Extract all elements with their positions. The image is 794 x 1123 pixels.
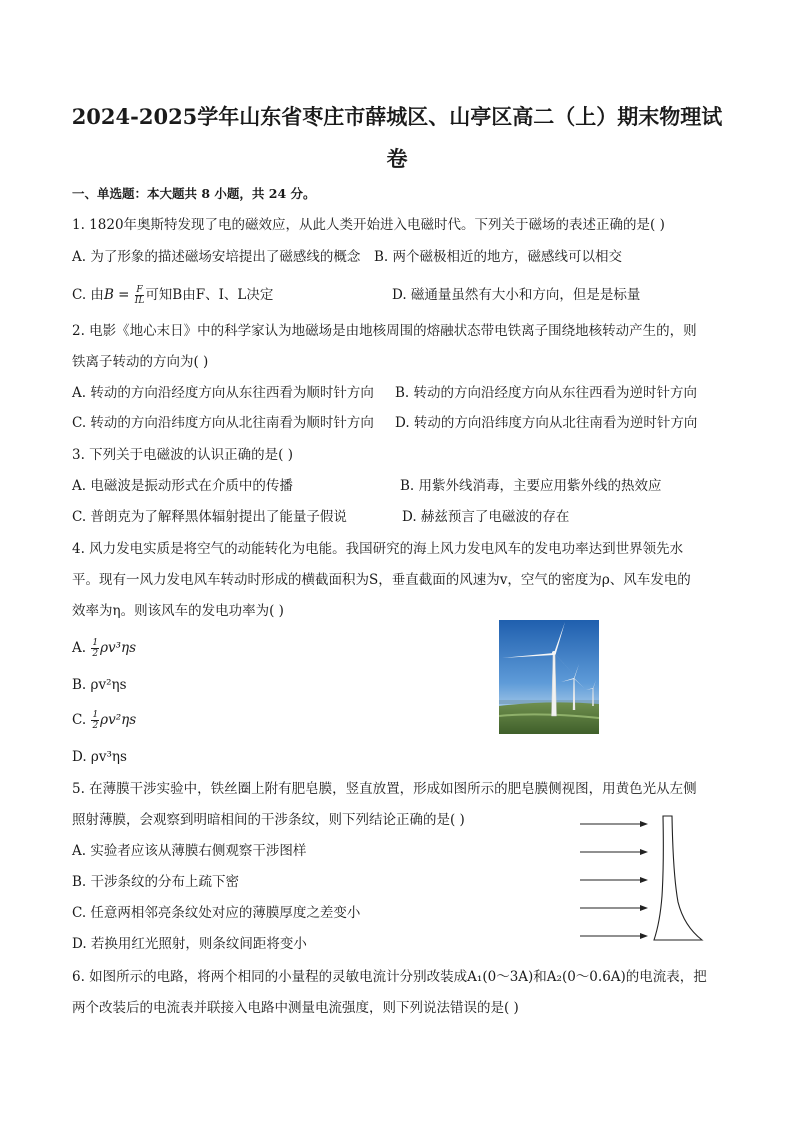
q3-option-b: B. 用紫外线消毒，主要应用紫外线的热效应 [400, 478, 662, 494]
section-heading: 一、单选题：本大题共 8 小题，共 24 分。 [72, 186, 316, 201]
q4-option-b: B. ρv²ηs [72, 677, 127, 693]
q1-option-d: D. 磁通量虽然有大小和方向，但是是标量 [392, 287, 641, 303]
q5-option-c: C. 任意两相邻亮条纹处对应的薄膜厚度之差变小 [72, 905, 361, 921]
q1-option-a: A. 为了形象的描述磁场安培提出了磁感线的概念 [72, 249, 361, 265]
q3-stem: 3. 下列关于电磁波的认识正确的是( ) [72, 447, 293, 463]
q4-option-d: D. ρv³ηs [72, 749, 127, 765]
q1-option-c: C. 由B = $\frac{F}{IL}$ 可知B由F、I、L决定 [72, 285, 274, 306]
exam-title-line2: 卷 [386, 146, 408, 171]
q2-option-b: B. 转动的方向沿经度方向从东往西看为逆时针方向 [395, 385, 698, 401]
q5-option-a: A. 实验者应该从薄膜右侧观察干涉图样 [72, 843, 307, 859]
q5-stem-line2: 照射薄膜，会观察到明暗相间的干涉条纹，则下列结论正确的是( ) [72, 812, 465, 828]
q1-stem: 1. 1820年奥斯特发现了电的磁效应，从此人类开始进入电磁时代。下列关于磁场的表述正确的是( ) [72, 217, 665, 233]
q3-option-c: C. 普朗克为了解释黑体辐射提出了能量子假说 [72, 509, 347, 525]
q5-stem-line1: 5. 在薄膜干涉实验中，铁丝圈上附有肥皂膜，竖直放置，形成如图所示的肥皂膜侧视图，用黄色光从左侧 [72, 781, 697, 797]
q3-option-a: A. 电磁波是振动形式在介质中的传播 [72, 478, 293, 494]
exam-title-line1: 2024-2025学年山东省枣庄市薛城区、山亭区高二（上）期末物理试 [71, 104, 723, 129]
q5-option-d: D. 若换用红光照射，则条纹间距将变小 [72, 936, 307, 952]
q5-option-b: B. 干涉条纹的分布上疏下密 [72, 874, 240, 890]
q4-option-a: A. $\frac{1}{2}$ ρv³ηs [72, 638, 137, 659]
q2-stem-line1: 2. 电影《地心末日》中的科学家认为地磁场是由地核周围的熔融状态带电铁离子围绕地核转动产生的，则 [72, 323, 697, 339]
soap-film-diagram [578, 814, 718, 946]
q3-option-d: D. 赫兹预言了电磁波的存在 [402, 509, 570, 525]
q4-stem-line3: 效率为η。则该风车的发电功率为( ) [72, 603, 284, 619]
wind-turbine-photo [499, 620, 599, 734]
q2-option-c: C. 转动的方向沿纬度方向从北往南看为顺时针方向 [72, 415, 374, 431]
q2-option-d: D. 转动的方向沿纬度方向从北往南看为逆时针方向 [395, 415, 698, 431]
q6-stem-line2: 两个改装后的电流表并联接入电路中测量电流强度，则下列说法错误的是( ) [72, 1000, 519, 1016]
q1-option-b: B. 两个磁极相近的地方，磁感线可以相交 [374, 249, 623, 265]
q4-option-c: C. $\frac{1}{2}$ ρv²ηs [72, 710, 137, 731]
q6-stem-line1: 6. 如图所示的电路，将两个相同的小量程的灵敏电流计分别改装成A₁(0～3A)和A₂(0～0.6A)的电流表，把 [72, 969, 707, 985]
q4-stem-line1: 4. 风力发电实质是将空气的动能转化为电能。我国研究的海上风力发电风车的发电功率达到世界领先水 [72, 541, 684, 557]
formula-b-def: B = $\frac{F}{IL}$ [103, 285, 145, 306]
q2-option-a: A. 转动的方向沿经度方向从东往西看为顺时针方向 [72, 385, 374, 401]
q4-stem-line2: 平。现有一风力发电风车转动时形成的横截面积为S，垂直截面的风速为v，空气的密度为ρ、风车发电的 [72, 572, 691, 588]
q2-stem-line2: 铁离子转动的方向为( ) [72, 354, 209, 370]
